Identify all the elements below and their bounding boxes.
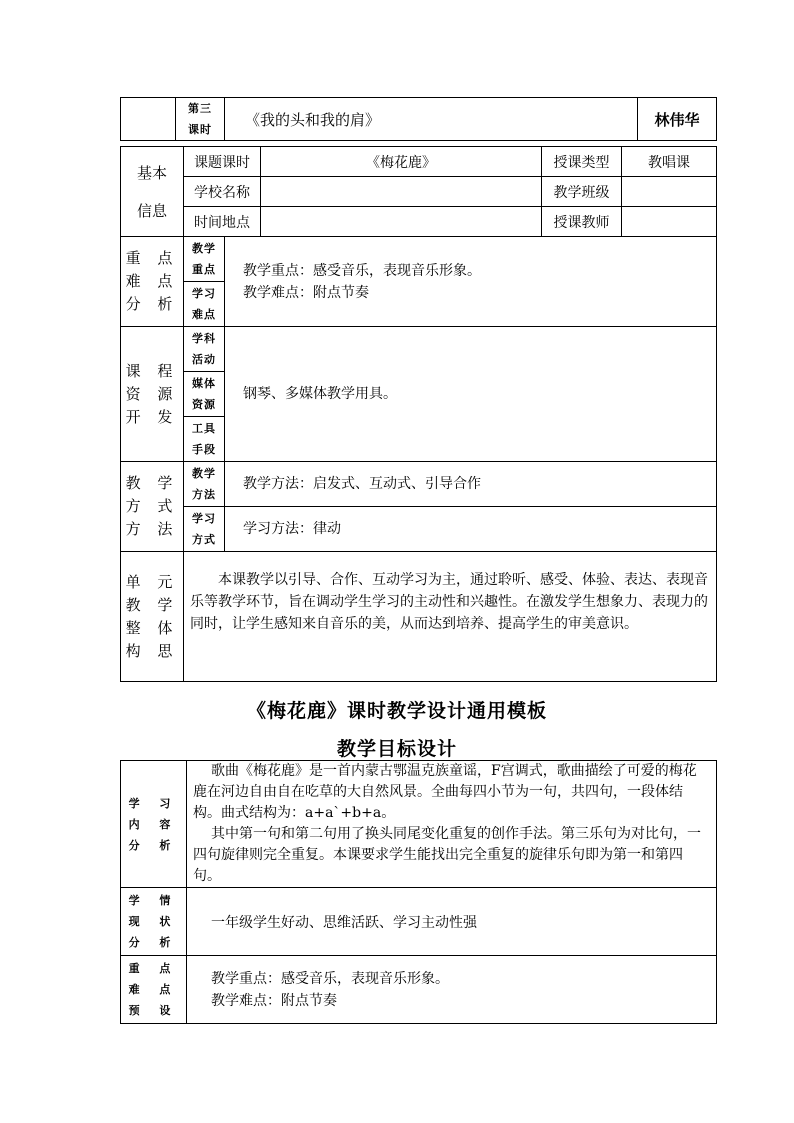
resources-sub-activity: 学科 活动	[184, 327, 225, 372]
content-analysis-text	[187, 761, 717, 888]
field-value-time	[261, 207, 542, 237]
teacher-name: 林伟华	[638, 98, 717, 141]
content-para1: 歌曲《梅花鹿》是一首内蒙古鄂温克族童谣，F宫调式，歌曲描绘了可爱的梅花鹿在河边自由自在吃草的大自然风景。全曲每四小节为一句，共四句，一段体结构。曲式结构为：a+a`+b+a。	[193, 763, 697, 821]
situation-text: 一年级学生好动、思维活跃、学习主动性强	[187, 888, 717, 956]
song-title: 《我的头和我的肩》	[225, 98, 638, 141]
preset-line1: 教学重点：感受音乐，表现音乐形象。	[211, 970, 449, 987]
unit-content: 本课教学以引导、合作、互动学习为主，通过聆听、感受、体验、表达、表现音乐等教学环节，旨在调动学生学习的主动性和兴趣性。在激发学生想象力、表现力的同时，让学生感知来自音乐的美，从而达到培养、提高学生的审美意识。	[184, 552, 717, 682]
header-table	[120, 97, 717, 141]
field-value-teacher	[622, 207, 717, 237]
resources-sub-tools: 工具 手段	[184, 417, 225, 462]
preset-label: 重 点 难 点 预 设	[121, 956, 187, 1024]
resources-section-label: 课 程 资 源 开 发	[121, 327, 184, 462]
methods-line2: 学习方法：律动	[225, 507, 717, 552]
field-label-type: 授课类型	[542, 147, 622, 177]
field-value-school	[261, 177, 542, 207]
lesson-number-line1: 第三	[188, 102, 212, 115]
basic-info-label: 基本 信息	[121, 147, 184, 237]
situation-label: 学 情 现 状 分 析	[121, 888, 187, 956]
field-label-class: 教学班级	[542, 177, 622, 207]
focus-section-label: 重 点 难 点 分 析	[121, 237, 184, 327]
lesson-number-line2: 课时	[188, 123, 212, 136]
methods-sub-teaching: 教学 方法	[184, 462, 225, 507]
preset-line2: 教学难点：附点节奏	[211, 992, 337, 1009]
focus-line1: 教学重点：感受音乐，表现音乐形象。	[243, 262, 481, 279]
resources-content: 钢琴、多媒体教学用具。	[225, 327, 717, 462]
field-value-class	[622, 177, 717, 207]
field-label-teacher: 授课教师	[542, 207, 622, 237]
field-label-time: 时间地点	[184, 207, 261, 237]
info-table	[120, 146, 717, 682]
field-value-title: 《梅花鹿》	[261, 147, 542, 177]
field-label-school: 学校名称	[184, 177, 261, 207]
focus-line2: 教学难点：附点节奏	[243, 284, 369, 301]
focus-sub-teaching: 教学 重点	[184, 237, 225, 282]
page-title: 《梅花鹿》课时教学设计通用模板	[246, 700, 547, 722]
goals-table	[120, 760, 717, 1024]
focus-content	[225, 237, 717, 327]
content-analysis-label: 学 习 内 容 分 析	[121, 761, 187, 888]
methods-sub-learning: 学习 方式	[184, 507, 225, 552]
field-value-type: 教唱课	[622, 147, 717, 177]
focus-sub-learning: 学习 难点	[184, 282, 225, 327]
field-label-title: 课题课时	[184, 147, 261, 177]
section-title: 教学目标设计	[336, 738, 457, 760]
methods-line1: 教学方法：启发式、互动式、引导合作	[225, 462, 717, 507]
content-para2: 其中第一句和第二句用了换头同尾变化重复的创作手法。第三乐句为对比句，一四句旋律则完全重复。本课要求学生能找出完全重复的旋律乐句即为第一和第四句。	[193, 826, 701, 884]
unit-section-label: 单 元 教 学 整 体 构 思	[121, 552, 184, 682]
lesson-number-cell	[176, 98, 225, 141]
header-empty-cell	[121, 98, 176, 141]
preset-text	[187, 956, 717, 1024]
methods-section-label: 教 学 方 式 方 法	[121, 462, 184, 552]
resources-sub-media: 媒体 资源	[184, 372, 225, 417]
